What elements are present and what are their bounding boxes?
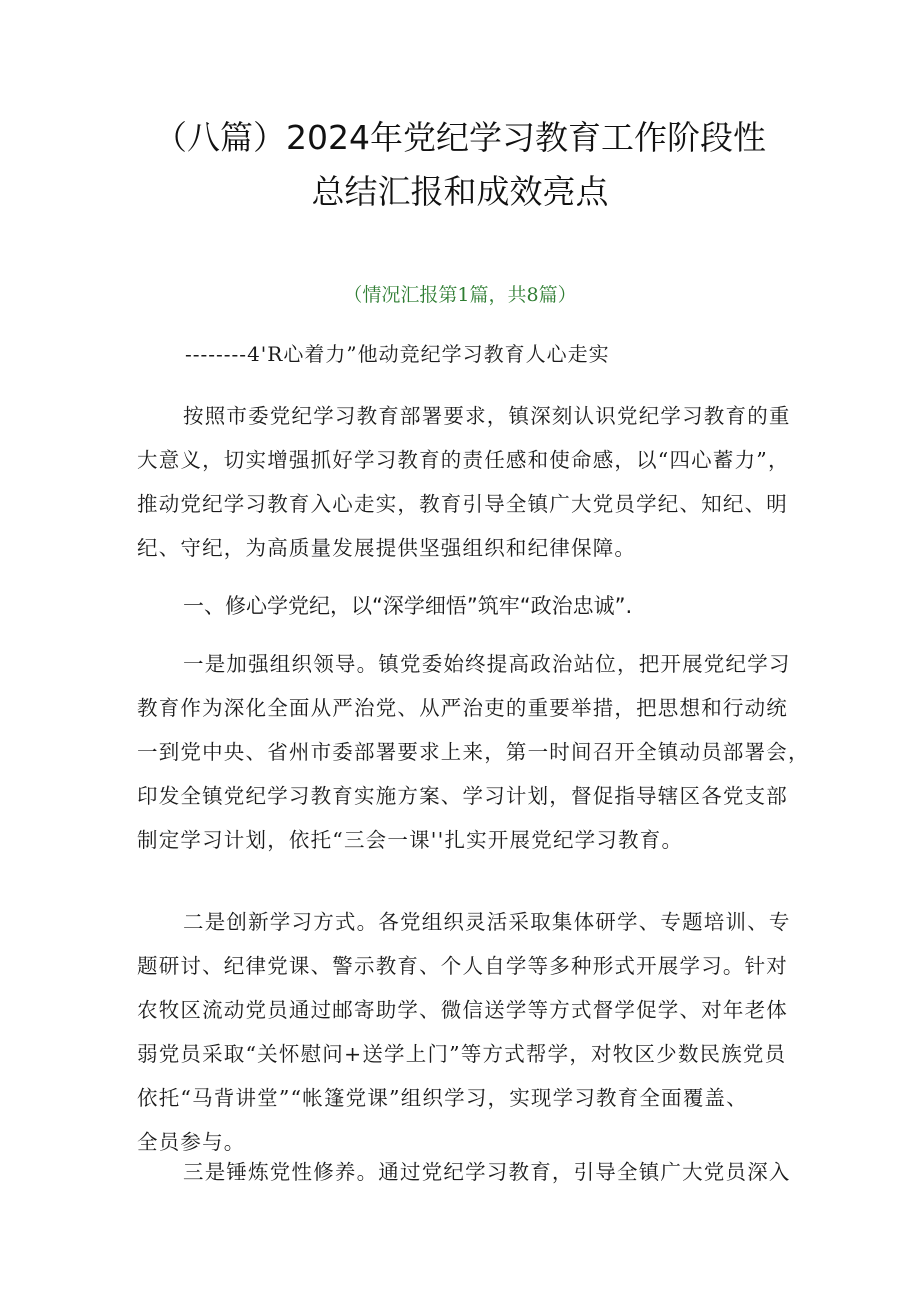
paragraph-line: 二是创新学习方式。各党组织灵活采取集体研学、专题培训、专	[183, 910, 791, 934]
document-title-line-1: （八篇）2024年党纪学习教育工作阶段性	[154, 118, 766, 157]
paragraph-line: 制定学习计划，依托“三会一课''扎实开展党纪学习教育。	[137, 828, 684, 852]
paragraph-line: 一到党中央、省州市委部署要求上来，第一时间召开全镇动员部署会，	[137, 740, 810, 764]
paragraph-line: 农牧区流动党员通过邮寄助学、微信送学等方式督学促学、对年老体	[137, 998, 788, 1022]
document-title-line-2: 总结汇报和成效亮点	[311, 172, 609, 211]
lead-line: --------4'R心着力”他动竞纪学习教育人心走实	[185, 342, 610, 366]
paragraph-line: 纪、守纪，为高质量发展提供坚强组织和纪律保障。	[137, 536, 637, 560]
paragraph-line: 推动党纪学习教育入心走实，教育引导全镇广大党员学纪、知纪、明	[137, 492, 788, 516]
paragraph-line: 题研讨、纪律党课、警示教育、个人自学等多种形式开展学习。针对	[137, 954, 788, 978]
section-heading-1: 一、修心学党纪，以“深学细悟”筑牢“政治忠诚”.	[183, 594, 633, 618]
paragraph-line: 依托“马背讲堂”“帐篷党课”组织学习，实现学习教育全面覆盖、	[137, 1086, 748, 1110]
paragraph-line: 弱党员采取“关怀慰问+送学上门”等方式帮学，对牧区少数民族党员	[137, 1042, 787, 1066]
report-subtitle: （情况汇报第1篇，共8篇）	[343, 284, 577, 306]
paragraph-line: 教育作为深化全面从严治党、从严治吏的重要举措，把思想和行动统	[137, 696, 788, 720]
paragraph-line: 全员参与。	[137, 1130, 246, 1154]
paragraph-party-spirit	[137, 1150, 791, 1194]
paragraph-line: 大意义，切实增强抓好学习教育的责任感和使命感，以“四心蓄力”，	[137, 448, 790, 472]
paragraph-line: 印发全镇党纪学习教育实施方案、学习计划，督促指导辖区各党支部	[137, 784, 788, 808]
intro-paragraph	[137, 394, 791, 570]
paragraph-line: 三是锤炼党性修养。通过党纪学习教育，引导全镇广大党员深入	[183, 1160, 791, 1184]
paragraph-line: 一是加强组织领导。镇党委始终提高政治站位，把开展党纪学习	[183, 652, 791, 676]
paragraph-organization	[137, 642, 810, 862]
paragraph-line: 按照市委党纪学习教育部署要求，镇深刻认识党纪学习教育的重	[183, 404, 791, 428]
paragraph-learning-methods	[137, 900, 791, 1164]
